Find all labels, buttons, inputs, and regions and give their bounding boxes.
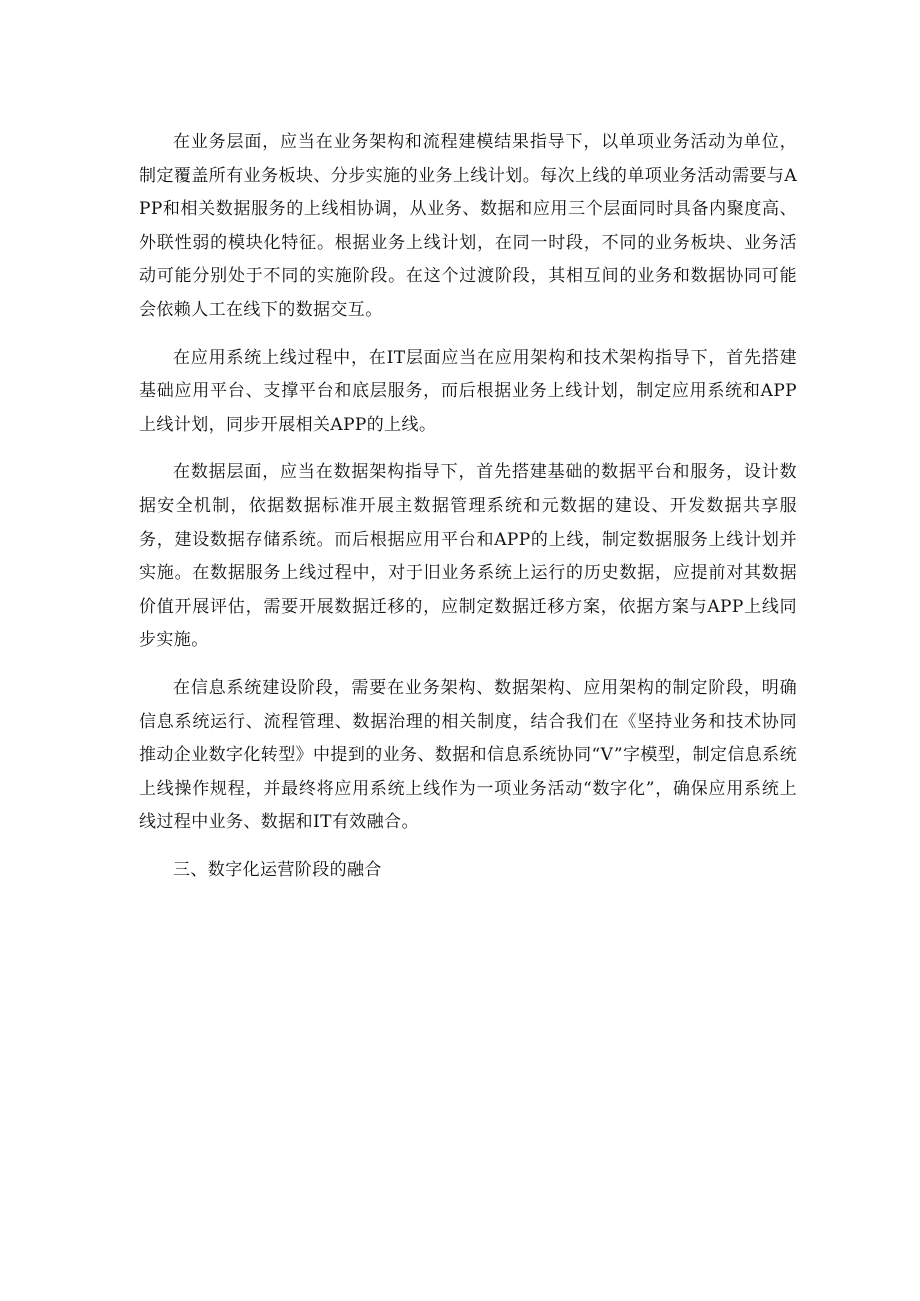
- document-body: [139, 126, 797, 887]
- paragraph-data-level: 在数据层面，应当在数据架构指导下，首先搭建基础的数据平台和服务，设计数据安全机制，依据数据标准开展主数据管理系统和元数据的建设、开发数据共享服务，建设数据存储系统。而后根据应用平台和APP的上线，制定数据服务上线计划并实施。在数据服务上线过程中，对于旧业务系统上运行的历史数据，应提前对其数据价值开展评估，需要开展数据迁移的，应制定数据迁移方案，依据方案与APP上线同步实施。: [139, 462, 797, 651]
- paragraph-business-level: 在业务层面，应当在业务架构和流程建模结果指导下，以单项业务活动为单位，制定覆盖所有业务板块、分步实施的业务上线计划。每次上线的单项业务活动需要与APP和相关数据服务的上线相协调，从业务、数据和应用三个层面同时具备内聚度高、外联性弱的模块化特征。根据业务上线计划，在同一时段，不同的业务板块、业务活动可能分别处于不同的实施阶段。在这个过渡阶段，其相互间的业务和数据协同可能会依赖人工在线下的数据交互。: [139, 132, 797, 320]
- paragraph-application-launch: 在应用系统上线过程中，在IT层面应当在应用架构和技术架构指导下，首先搭建基础应用平台、支撑平台和底层服务，而后根据业务上线计划，制定应用系统和APP上线计划，同步开展相关APP的上线。: [139, 347, 797, 435]
- section-heading: 三、数字化运营阶段的融合: [173, 859, 382, 880]
- paragraph-information-system: 在信息系统建设阶段，需要在业务架构、数据架构、应用架构的制定阶段，明确信息系统运行、流程管理、数据治理的相关制度，结合我们在《坚持业务和技术协同推动企业数字化转型》中提到的业务、数据和信息系统协同“V”字模型，制定信息系统上线操作规程，并最终将应用系统上线作为一项业务活动“数字化”，确保应用系统上线过程中业务、数据和IT有效融合。: [139, 677, 797, 833]
